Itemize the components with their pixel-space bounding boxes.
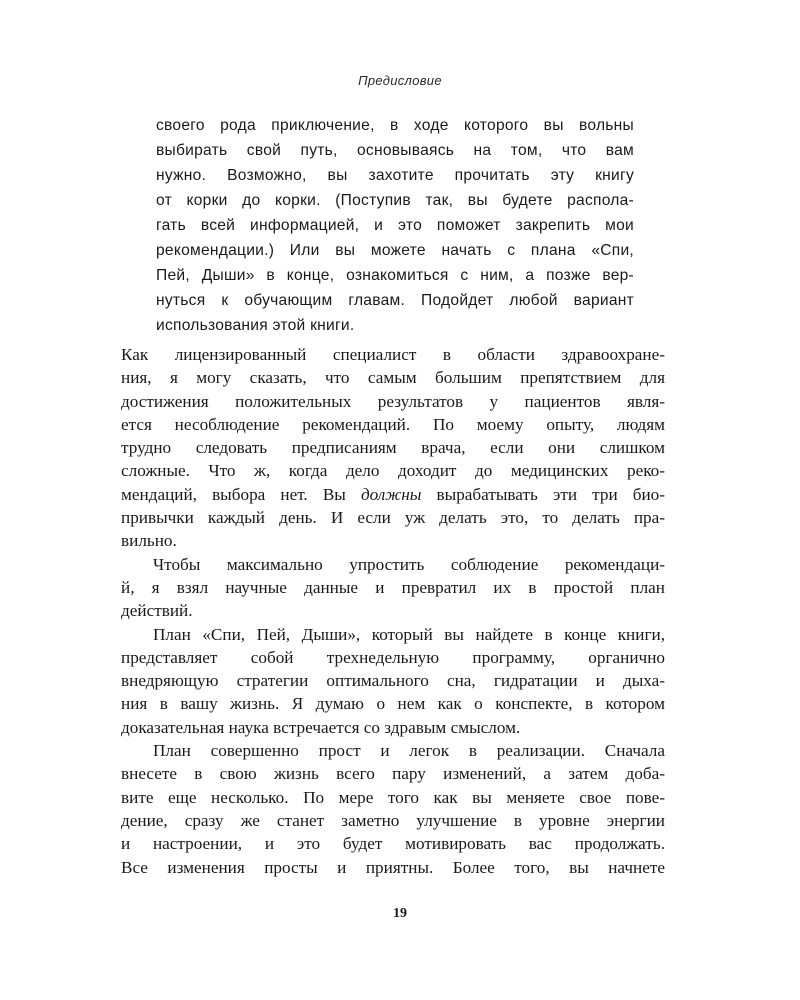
paragraph-4 <box>121 739 665 879</box>
text-run: вырабатывать эти три био- <box>421 484 665 504</box>
text-line: сложные. Что ж, когда дело доходит до медицинских реко- <box>121 461 665 481</box>
text-line: вильно. <box>121 531 177 551</box>
text-line: внесете в свою жизнь всего пару изменений, а затем доба- <box>121 764 665 784</box>
text-line: ния в вашу жизнь. Я думаю о нем как о конспекте, в котором <box>121 694 665 714</box>
callout-line: использования этой книги. <box>156 317 355 334</box>
callout-block <box>156 113 634 338</box>
callout-line: рекомендации.) Или вы можете начать с плана «Спи, <box>156 242 634 259</box>
text-line: вите еще несколько. По мере того как вы меняете свое пове- <box>121 787 665 807</box>
callout-line: Пей, Дыши» в конце, ознакомиться с ним, а позже вер- <box>156 267 634 284</box>
callout-line: от корки до корки. (Поступив так, вы будете распола- <box>156 192 634 209</box>
text-line: доказательная наука встречается со здравым смыслом. <box>121 717 521 737</box>
text-line: ния, я могу сказать, что самым большим препятствием для <box>121 368 665 388</box>
callout-line: нужно. Возможно, вы захотите прочитать эту книгу <box>156 167 634 184</box>
paragraph-3 <box>121 623 665 739</box>
text-line: дение, сразу же станет заметно улучшение в уровне энергии <box>121 810 665 830</box>
paragraph-2 <box>121 553 665 623</box>
body-text <box>121 343 665 879</box>
text-line: достижения положительных результатов у пациентов явля- <box>121 391 665 411</box>
text-line: представляет собой трехнедельную программу, органично <box>121 647 665 667</box>
text-line <box>121 483 665 506</box>
callout-line: выбирать свой путь, основываясь на том, что вам <box>156 142 634 159</box>
paragraph-1 <box>121 343 665 553</box>
text-run: мендаций, выбора нет. Вы <box>121 484 361 504</box>
callout-line: своего рода приключение, в ходе которого вы вольны <box>156 117 634 134</box>
text-line: действий. <box>121 601 193 621</box>
text-line: й, я взял научные данные и превратил их в простой план <box>121 577 665 597</box>
text-line: План совершенно прост и легок в реализации. Сначала <box>153 741 665 761</box>
text-line: Чтобы максимально упростить соблюдение рекомендаци- <box>153 554 665 574</box>
text-line: внедряющую стратегии оптимального сна, гидратации и дыха- <box>121 671 665 691</box>
emphasis-text: должны <box>360 484 422 504</box>
text-line: Все изменения просты и приятны. Более того, вы начнете <box>121 857 665 877</box>
running-header: Предисловие <box>358 73 442 88</box>
callout-line: нуться к обучающим главам. Подойдет любой вариант <box>156 292 634 309</box>
text-line: привычки каждый день. И если уж делать это, то делать пра- <box>121 508 665 528</box>
callout-line: гать всей информацией, и это поможет закрепить мои <box>156 217 634 234</box>
text-line: трудно следовать предписаниям врача, если они слишком <box>121 438 665 458</box>
text-line: Как лицензированный специалист в области здравоохране- <box>121 345 665 364</box>
text-line: ется несоблюдение рекомендаций. По моему опыту, людям <box>121 414 665 434</box>
text-line: и настроении, и это будет мотивировать вас продолжать. <box>121 834 665 854</box>
text-line: План «Спи, Пей, Дыши», который вы найдете в конце книги, <box>153 624 665 644</box>
page-number: 19 <box>393 906 407 921</box>
